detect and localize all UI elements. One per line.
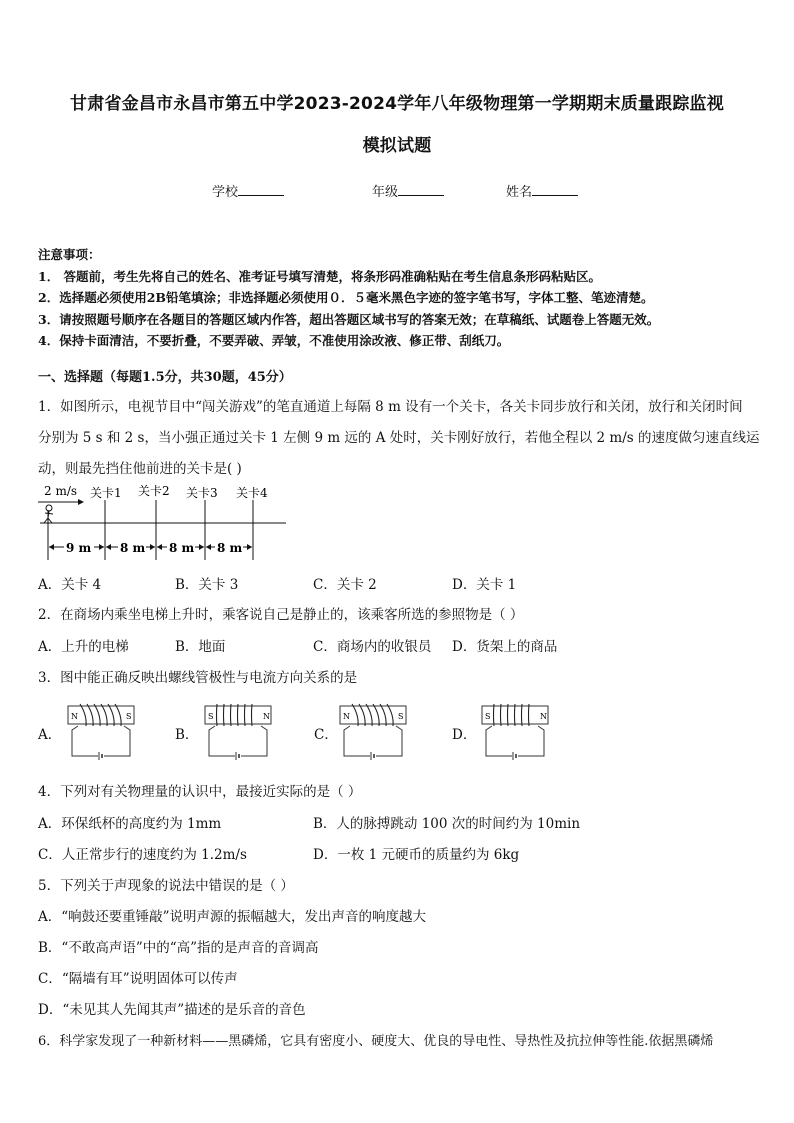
q3-option-d[interactable]: D． (452, 727, 477, 743)
gate-label: 关卡4 (236, 486, 268, 500)
circuit-wire (104, 726, 130, 756)
q5-stem: 5．下列关于声现象的说法中错误的是（ ） (38, 878, 294, 894)
solenoid-diagram-a (66, 700, 138, 762)
q2-option-a[interactable]: A．上升的电梯 (38, 639, 129, 655)
name-blank[interactable] (532, 183, 578, 196)
pole-label-right: S (126, 712, 132, 721)
notes-block (38, 244, 778, 352)
student-info-fields (0, 181, 794, 201)
coil-winding (529, 704, 530, 726)
grade-field[interactable] (372, 181, 444, 200)
coil-winding (494, 704, 495, 726)
circuit-wire (344, 726, 370, 756)
circuit-wire (518, 726, 544, 756)
speed-arrowhead (78, 499, 84, 505)
notes-item: 1． 答题前，考生先将自己的姓名、准考证号填写清楚，将条形码准确粘贴在考生信息条形码粘贴区。 (38, 268, 602, 284)
pole-label-left: S (485, 712, 491, 721)
coil-winding (508, 704, 509, 726)
circuit-wire (209, 726, 235, 756)
distance-label: 8 m (169, 541, 195, 555)
gate-label: 关卡2 (138, 484, 170, 498)
coil-winding (252, 704, 253, 726)
q1-option-a[interactable]: A．关卡 4 (38, 577, 102, 593)
notes-heading: 注意事项： (38, 247, 101, 262)
distance-label: 8 m (217, 541, 243, 555)
q1-stem-line: 分别为 5 s 和 2 s，当小强正通过关卡 1 左侧 9 m 远的 A 处时，关卡刚好放行，若他全程以 2 m/s 的速度做匀速直线运 (38, 430, 760, 446)
distance-label: 9 m (66, 541, 92, 555)
q4-option-c[interactable]: C．人正常步行的速度约为 1.2m/s (38, 847, 247, 863)
solenoid-diagram-c (338, 700, 410, 762)
q3-option-b[interactable]: B． (175, 727, 199, 743)
circuit-wire (486, 726, 512, 756)
q6-stem: 6．科学家发现了一种新材料——黑磷烯，它具有密度小、硬度大、优良的导电性、导热性及抗拉伸等性能.依据黑磷烯 (38, 1034, 714, 1049)
circuit-wire (376, 726, 402, 756)
pole-label-right: N (263, 712, 270, 721)
grade-blank[interactable] (398, 183, 444, 196)
school-label: 学校 (212, 185, 239, 200)
q1-stem-line: 动，则最先挡住他前进的关卡是( ) (38, 461, 242, 477)
q1-gate-diagram (34, 480, 290, 568)
q1-option-c[interactable]: C．关卡 2 (313, 577, 377, 593)
exam-title-line1: 甘肃省金昌市永昌市第五中学2023-2024学年八年级物理第一学期期末质量跟踪监视 (70, 94, 724, 114)
coil-winding (238, 704, 239, 726)
gate-label: 关卡1 (90, 486, 122, 500)
q4-option-b[interactable]: B．人的脉搏跳动 100 次的时间约为 10min (313, 816, 581, 832)
exam-title-line2: 模拟试题 (362, 136, 432, 156)
q1-option-d[interactable]: D．关卡 1 (452, 577, 517, 593)
coil-winding (245, 704, 246, 726)
q5-option-c[interactable]: C．“隔墙有耳”说明固体可以传声 (38, 971, 238, 987)
q5-option-a[interactable]: A．“响鼓还要重锤敲”说明声源的振幅越大，发出声音的响度越大 (38, 909, 427, 925)
coil-winding (224, 704, 225, 726)
name-label: 姓名 (506, 185, 533, 200)
speed-label: 2 m/s (44, 484, 78, 498)
notes-item: 3．请按照题号顺序在各题目的答题区域内作答，超出答题区域书写的答案无效；在草稿纸、试题卷上答题无效。 (38, 311, 660, 327)
q3-stem: 3．图中能正确反映出螺线管极性与电流方向关系的是 (38, 670, 358, 686)
coil-winding (522, 704, 523, 726)
name-field[interactable] (506, 181, 578, 200)
pole-label-right: N (540, 712, 547, 721)
gate-label: 关卡3 (186, 486, 218, 500)
grade-label: 年级 (372, 185, 399, 200)
q1-option-b[interactable]: B．关卡 3 (175, 577, 239, 593)
q3-option-a[interactable]: A． (38, 727, 62, 743)
q3-option-c[interactable]: C． (314, 727, 338, 743)
pole-label-left: N (343, 712, 350, 721)
notes-item: 2．选择题必须使用2B铅笔填涂；非选择题必须使用０．５毫米黑色字迹的签字笔书写，字体工整、笔迹清楚。 (38, 290, 654, 305)
school-field[interactable] (212, 181, 284, 200)
q4-option-d[interactable]: D．一枚 1 元硬币的质量约为 6kg (313, 847, 520, 863)
school-blank[interactable] (238, 183, 284, 196)
coil-winding (515, 704, 516, 726)
circuit-wire (72, 726, 98, 756)
q1-stem-line: 1．如图所示，电视节目中“闯关游戏”的笔直通道上每隔 8 m 设有一个关卡，各关卡同步放行和关闭，放行和关闭时间 (38, 399, 743, 415)
q2-option-d[interactable]: D．货架上的商品 (452, 639, 558, 655)
coil-winding (231, 704, 232, 726)
notes-item: 4．保持卡面清洁，不要折叠，不要弄破、弄皱，不准使用涂改液、修正带、刮纸刀。 (38, 333, 510, 348)
q4-stem: 4．下列对有关物理量的认识中，最接近实际的是（ ） (38, 784, 362, 800)
coil-winding (501, 704, 502, 726)
solenoid-diagram-b (203, 700, 275, 762)
q5-option-d[interactable]: D．“未见其人先闻其声”描述的是乐音的音色 (38, 1002, 306, 1018)
q2-option-b[interactable]: B．地面 (175, 639, 226, 655)
circuit-wire (241, 726, 267, 756)
solenoid-diagram-d (480, 700, 552, 762)
q2-stem: 2．在商场内乘坐电梯上升时，乘客说自己是静止的，该乘客所选的参照物是（ ） (38, 607, 524, 623)
pole-label-right: S (398, 712, 404, 721)
coil-winding (217, 704, 218, 726)
q5-option-b[interactable]: B．“不敢高声语”中的“高”指的是声音的音调高 (38, 940, 319, 956)
pole-label-left: N (71, 712, 78, 721)
section-heading: 一、选择题（每题1.5分，共30题，45分） (38, 370, 292, 385)
pole-label-left: S (208, 712, 214, 721)
q2-option-c[interactable]: C．商场内的收银员 (313, 639, 432, 655)
distance-label: 8 m (120, 541, 146, 555)
q4-option-a[interactable]: A．环保纸杯的高度约为 1mm (38, 816, 222, 832)
